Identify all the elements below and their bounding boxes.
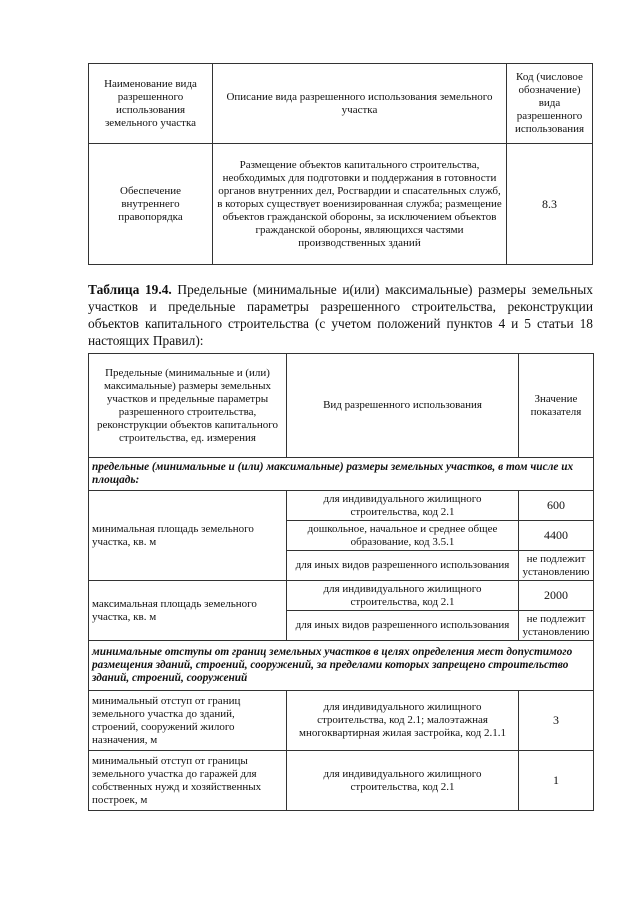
value-cell: не подлежит установлению	[519, 551, 594, 581]
use-cell: для иных видов разрешенного использования	[287, 611, 519, 641]
header-code: Код (числовое обозначение) вида разрешенного использования	[507, 64, 593, 144]
use-cell: для индивидуального жилищного строительства, код 2.1	[287, 581, 519, 611]
use-cell: дошкольное, начальное и среднее общее образование, код 3.5.1	[287, 521, 519, 551]
table-row	[89, 491, 594, 521]
section-row	[89, 641, 594, 691]
table-header-row	[89, 64, 593, 144]
table-row	[89, 581, 594, 611]
use-cell: для иных видов разрешенного использования	[287, 551, 519, 581]
header-parameter: Предельные (минимальные и (или) максимальные) размеры земельных участков и предельные параметры разрешенного строительства, реконструкции объектов капитального строительства, ед. измерения	[89, 354, 287, 458]
table-caption	[88, 281, 593, 349]
parameters-table	[88, 353, 594, 811]
max-area-label: максимальная площадь земельного участка, кв. м	[89, 581, 287, 641]
land-use-table	[88, 63, 593, 265]
use-name: Обеспечение внутреннего правопорядка	[89, 144, 213, 265]
use-cell: для индивидуального жилищного строительства, код 2.1	[287, 491, 519, 521]
value-cell: 600	[519, 491, 594, 521]
section-heading-sizes: предельные (минимальные и (или) максимальные) размеры земельных участков, в том числе их площадь:	[89, 458, 594, 491]
caption-title: Таблица 19.4.	[88, 282, 172, 297]
table-header-row	[89, 354, 594, 458]
table-row	[89, 691, 594, 751]
offset-label: минимальный отступ от границ земельного участка до зданий, строений, сооружений жилого назначения, м	[89, 691, 287, 751]
min-area-label: минимальная площадь земельного участка, кв. м	[89, 491, 287, 581]
section-row	[89, 458, 594, 491]
header-use: Вид разрешенного использования	[287, 354, 519, 458]
table-row	[89, 751, 594, 811]
value-cell: не подлежит установлению	[519, 611, 594, 641]
use-code: 8.3	[507, 144, 593, 265]
table-row	[89, 144, 593, 265]
use-cell: для индивидуального жилищного строительства, код 2.1; малоэтажная многоквартирная жилая застройка, код 2.1.1	[287, 691, 519, 751]
offset-label: минимальный отступ от границы земельного участка до гаражей для собственных нужд и хозяйственных построек, м	[89, 751, 287, 811]
header-value: Значение показателя	[519, 354, 594, 458]
section-heading-offsets: минимальные отступы от границ земельных участков в целях определения мест допустимого размещения зданий, строений, сооружений, за пределами которых запрещено строительство зданий, строений, сооружений	[89, 641, 594, 691]
value-cell: 1	[519, 751, 594, 811]
value-cell: 3	[519, 691, 594, 751]
caption-text: Предельные (минимальные и(или) максимальные) размеры земельных участков и предельные параметры разрешенного строительства, реконструкции объектов капитального строительства (с учетом положений пунктов 4 и 5 статьи 18 настоящих Правил):	[88, 282, 593, 348]
use-description: Размещение объектов капитального строительства, необходимых для подготовки и поддержания в готовности органов внутренних дел, Росгвардии и спасательных служб, в которых существует военизированная служба; размещение объектов гражданской обороны, за исключением объектов гражданской обороны, являющихся частями производственных зданий	[213, 144, 507, 265]
header-name: Наименование вида разрешенного использования земельного участка	[89, 64, 213, 144]
header-description: Описание вида разрешенного использования земельного участка	[213, 64, 507, 144]
value-cell: 2000	[519, 581, 594, 611]
use-cell: для индивидуального жилищного строительства, код 2.1	[287, 751, 519, 811]
value-cell: 4400	[519, 521, 594, 551]
